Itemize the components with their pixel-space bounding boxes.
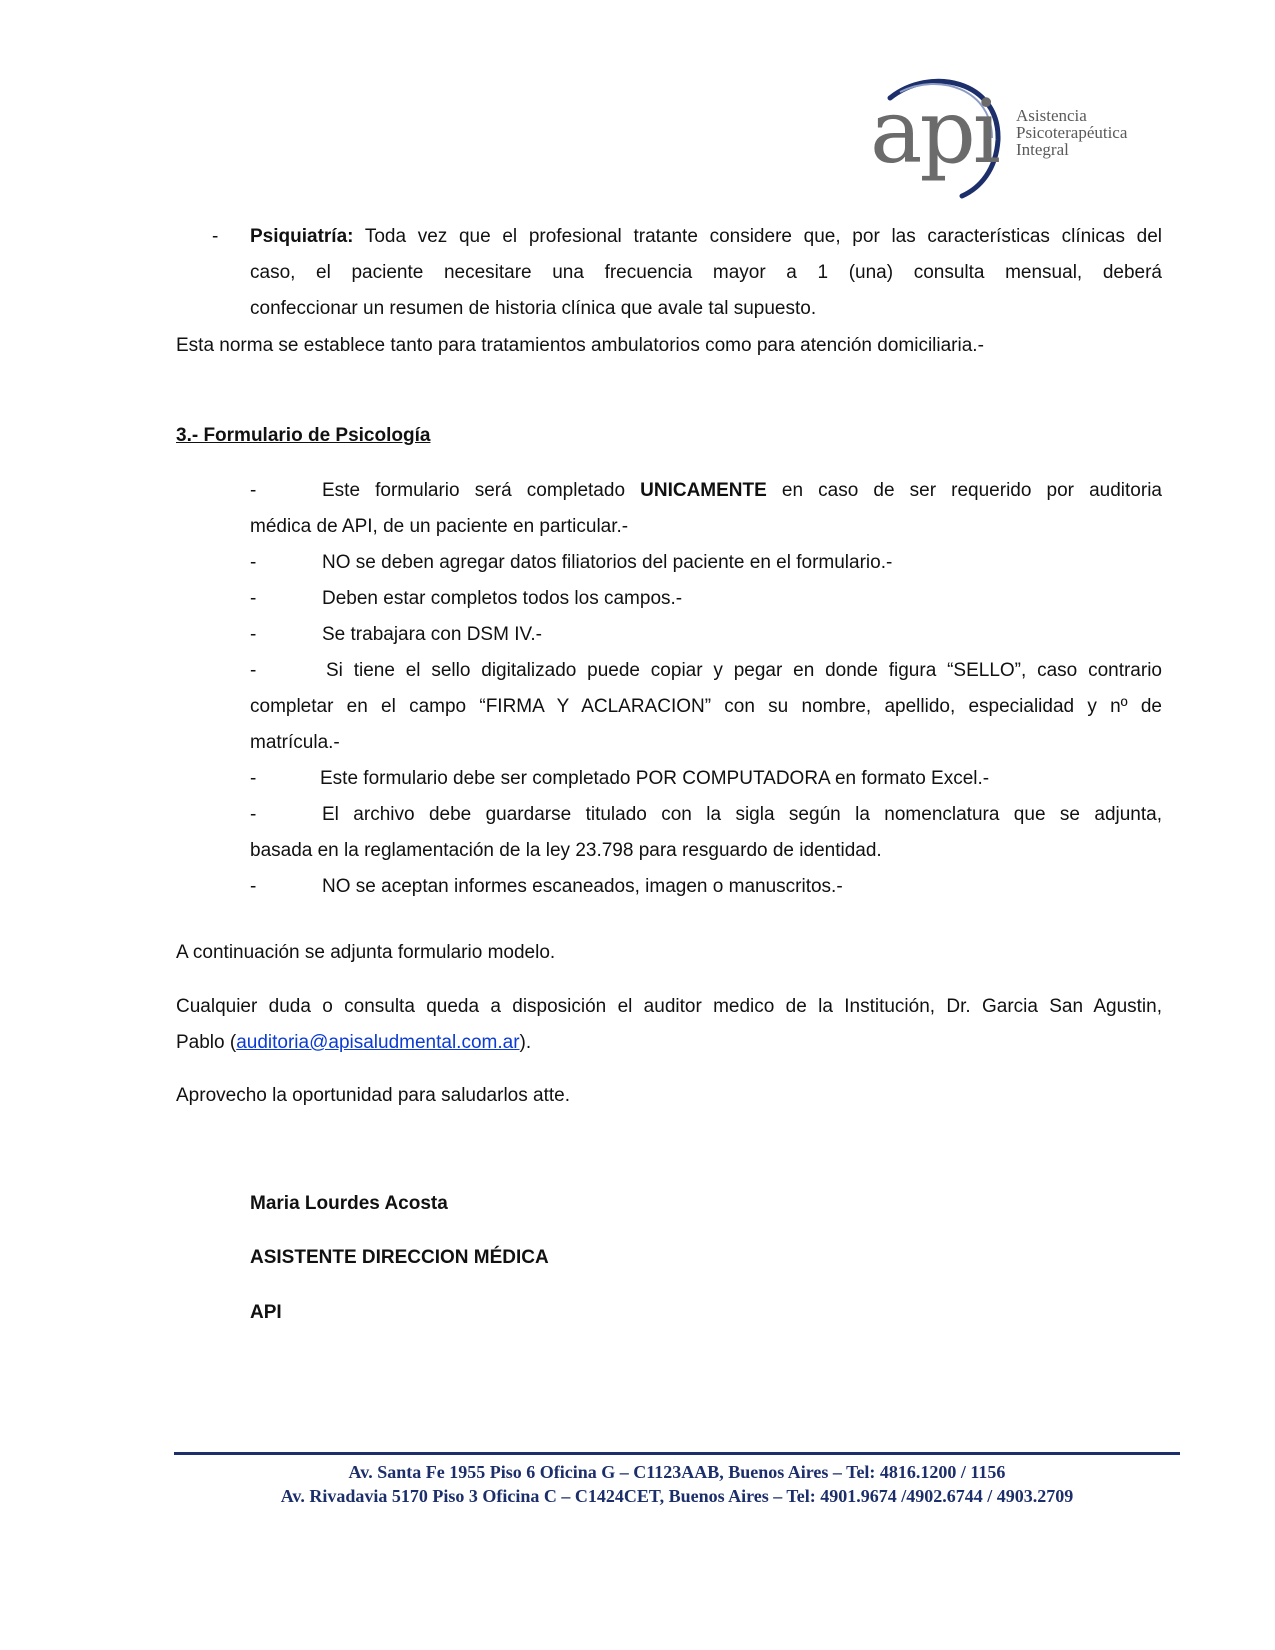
signature-org: API	[250, 1302, 282, 1323]
psiquiatria-line-3: confeccionar un resumen de historia clínica que avale tal supuesto.	[250, 298, 817, 319]
bullet-dash: -	[250, 768, 257, 789]
logo-line-2: Psicoterapéutica	[1016, 123, 1128, 142]
footer-address-2: Av. Rivadavia 5170 Piso 3 Oficina C – C1424CET, Buenos Aires – Tel: 4901.9674 /4902.6744 / 4903.2709	[280, 1486, 1074, 1506]
closing-paragraph-2: Cualquier duda o consulta queda a disposición el auditor medico de la Institución, Dr. Garcia San Agustin, Pablo (auditoria@apisaludmental.com.ar).	[176, 996, 1162, 1053]
psiquiatria-line-1: Psiquiatría: Toda vez que el profesional tratante considere que, por las características clínicas del	[250, 226, 1162, 247]
bullet-dash: -	[212, 226, 219, 247]
list-item: - NO se deben agregar datos filiatorios del paciente en el formulario.-	[250, 545, 1162, 581]
bullet-dash: -	[250, 624, 257, 645]
auditor-email-link[interactable]: auditoria@apisaludmental.com.ar	[236, 1032, 520, 1053]
closing-paragraph-1: A continuación se adjunta formulario modelo.	[176, 942, 556, 963]
psiquiatria-term: Psiquiatría:	[250, 226, 354, 247]
list-item: - El archivo debe guardarse titulado con la sigla según la nomenclatura que se adjunta, basada en la reglamentación de la ley 23.798 para resguardo de identidad.	[250, 797, 1162, 869]
signature-name: Maria Lourdes Acosta	[250, 1193, 448, 1214]
bullet-dash: -	[250, 660, 257, 681]
psiquiatria-bullet	[212, 219, 1162, 327]
logo-line-1: Asistencia	[1016, 106, 1087, 125]
api-logo	[870, 70, 1170, 200]
bullet-dash: -	[250, 552, 257, 573]
footer-divider	[174, 1452, 1180, 1455]
closing-paragraph-3: Aprovecho la oportunidad para saludarlos atte.	[176, 1085, 570, 1106]
bullet-dash: -	[250, 876, 257, 897]
footer-address-1: Av. Santa Fe 1955 Piso 6 Oficina G – C1123AAB, Buenos Aires – Tel: 4816.1200 / 1156	[348, 1462, 1006, 1482]
bullet-dash: -	[250, 480, 257, 501]
logo-line-3: Integral	[1016, 140, 1069, 159]
logo-letters: api	[870, 80, 998, 183]
list-item: - NO se aceptan informes escaneados, imagen o manuscritos.-	[250, 869, 1162, 905]
norma-paragraph: Esta norma se establece tanto para tratamientos ambulatorios como para atención domiciliaria.-	[176, 335, 984, 356]
list-item: - Este formulario debe ser completado POR COMPUTADORA en formato Excel.-	[250, 761, 1162, 797]
psiquiatria-line-2: caso, el paciente necesitare una frecuencia mayor a 1 (una) consulta mensual, deberá	[250, 262, 1162, 283]
signature-role: ASISTENTE DIRECCION MÉDICA	[250, 1247, 549, 1268]
section-3-heading: 3.- Formulario de Psicología	[176, 425, 431, 446]
list-item: - Se trabajara con DSM IV.-	[250, 617, 1162, 653]
bullet-dash: -	[250, 588, 257, 609]
unicamente-emphasis: UNICAMENTE	[640, 480, 767, 501]
list-item: - Deben estar completos todos los campos.-	[250, 581, 1162, 617]
section-3-bullets	[250, 473, 1162, 905]
list-item: - Si tiene el sello digitalizado puede copiar y pegar en donde figura “SELLO”, caso contrario completar en el campo “FIRMA Y ACLARACION” con su nombre, apellido, especialidad y nº de matrícula.-	[250, 653, 1162, 761]
bullet-dash: -	[250, 804, 257, 825]
list-item: - Este formulario será completado UNICAMENTE en caso de ser requerido por auditoria médica de API, de un paciente en particular.-	[250, 473, 1162, 545]
